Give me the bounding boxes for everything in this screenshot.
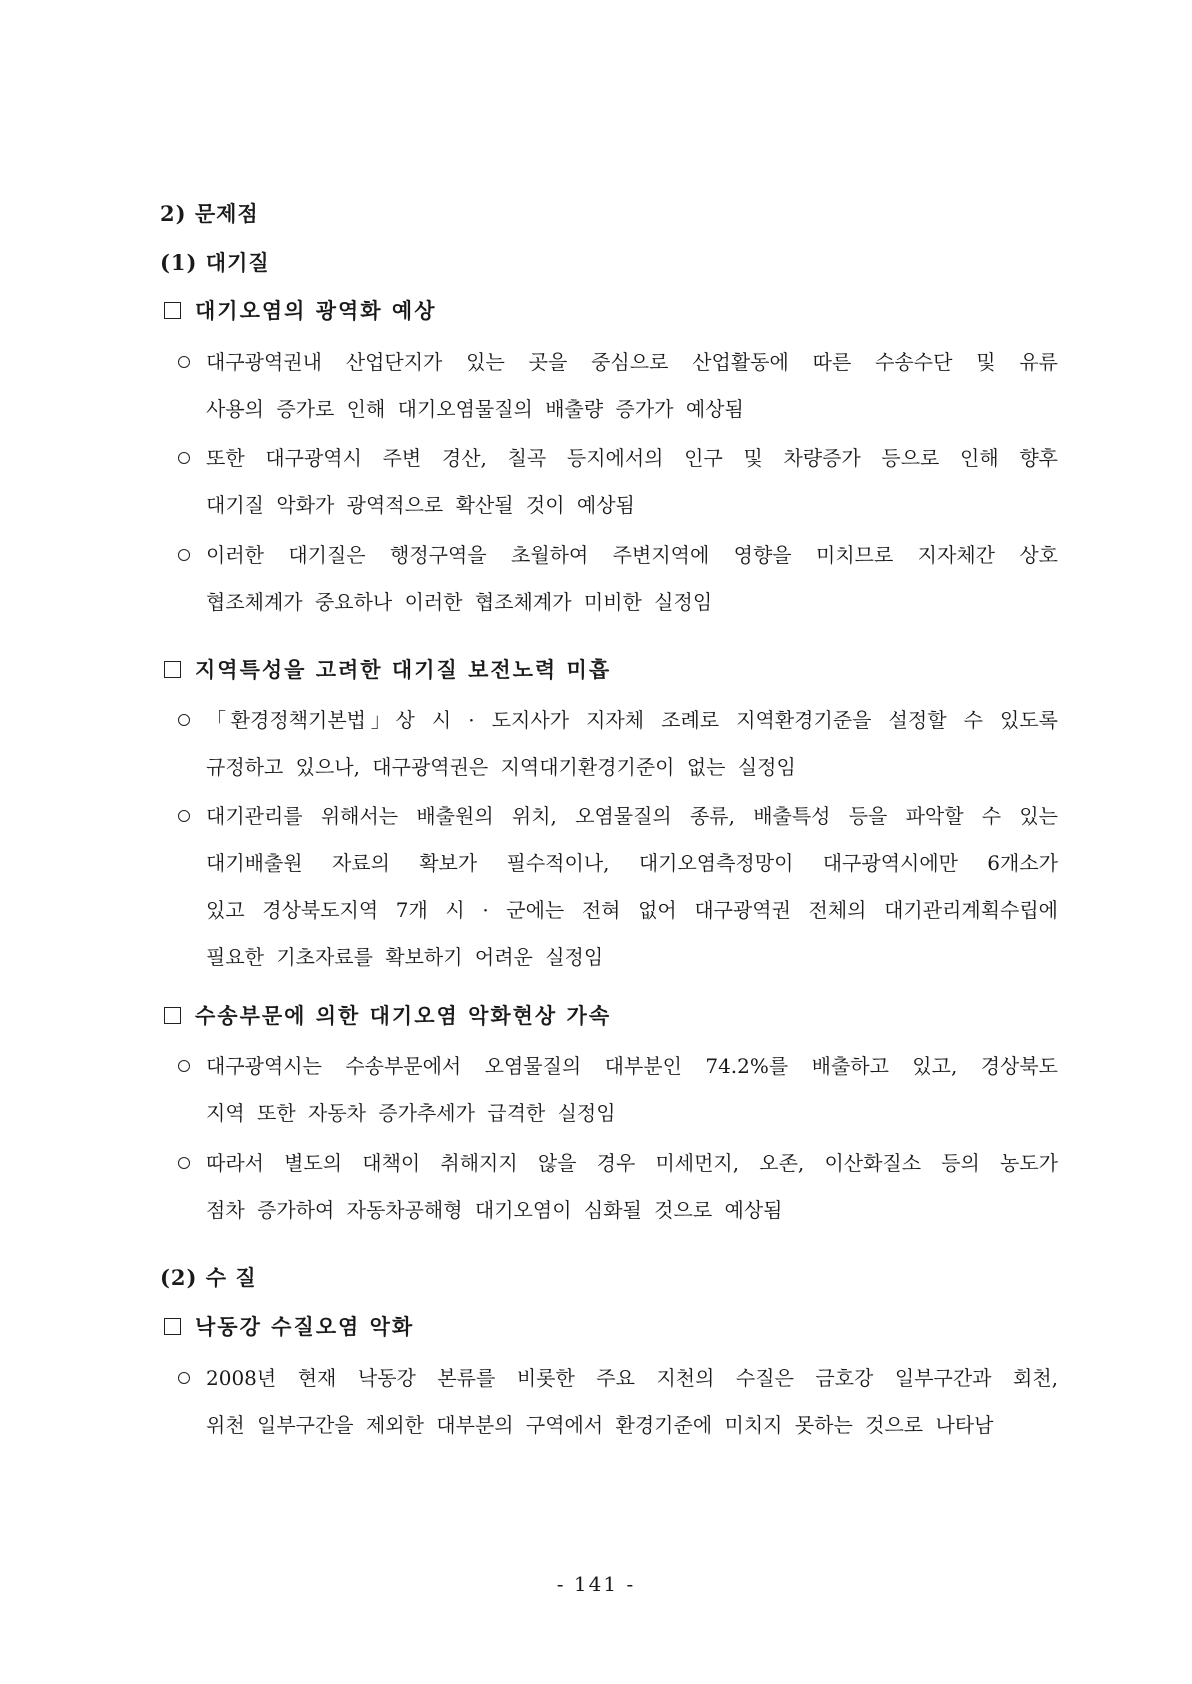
- bullet-line: 또한 대구광역시 주변 경산, 칠곡 등지에서의 인구 및 차량증가 등으로 인해 향후: [206, 446, 1058, 470]
- section-title-text: 대기오염의 광역화 예상: [195, 298, 437, 323]
- bullet-circle-icon: [178, 339, 198, 386]
- bullet-circle-icon: [178, 793, 198, 840]
- bullet-circle-icon: [178, 532, 198, 579]
- checkbox-square-icon: [164, 1007, 181, 1024]
- section-title-transport-air-pollution: [164, 1000, 611, 1030]
- bullet-circle-icon: [178, 697, 198, 744]
- checkbox-square-icon: [164, 661, 181, 678]
- bullet-line: 필요한 기초자료를 확보하기 어려운 실정임: [206, 945, 604, 969]
- bullet-line: 따라서 별도의 대책이 취해지지 않을 경우 미세먼지, 오존, 이산화질소 등의 농도가: [206, 1151, 1058, 1175]
- bullet-circle-icon: [178, 435, 198, 482]
- bullet-circle-icon: [178, 1355, 198, 1402]
- bullet-line: 「환경정책기본법」상 시 · 도지사가 지자체 조례로 지역환경기준을 설정할 수 있도록: [206, 708, 1058, 732]
- heading-air-quality: (1) 대기질: [160, 250, 270, 275]
- bullet-line: 대기배출원 자료의 확보가 필수적이나, 대기오염측정망이 대구광역시에만 6개소가: [206, 851, 1058, 875]
- bullet-line: 대기관리를 위해서는 배출원의 위치, 오염물질의 종류, 배출특성 등을 파악할 수 있는: [206, 804, 1058, 828]
- bullet-line: 대기질 악화가 광역적으로 확산될 것이 예상됨: [206, 493, 635, 517]
- bullet-line: 지역 또한 자동차 증가추세가 급격한 실정임: [206, 1101, 616, 1125]
- bullet-line: 규정하고 있으나, 대구광역권은 지역대기환경기준이 없는 실정임: [206, 755, 796, 779]
- section-title-nakdong-water-pollution: [164, 1311, 414, 1341]
- page-number: - 141 -: [556, 1572, 636, 1596]
- section-title-air-pollution-wide-area: [164, 295, 436, 325]
- bullet-line: 이러한 대기질은 행정구역을 초월하여 주변지역에 영향을 미치므로 지자체간 상호: [206, 543, 1058, 567]
- bullet-line: 있고 경상북도지역 7개 시 · 군에는 전혀 없어 대구광역권 전체의 대기관리계획수립에: [206, 898, 1058, 922]
- checkbox-square-icon: [164, 1318, 181, 1335]
- bullet-line: 대구광역시는 수송부문에서 오염물질의 대부분인 74.2%를 배출하고 있고, 경상북도: [206, 1054, 1058, 1078]
- heading-water-quality: (2) 수 질: [160, 1265, 257, 1290]
- bullet-line: 2008년 현재 낙동강 본류를 비롯한 주요 지천의 수질은 금호강 일부구간과 회천,: [206, 1366, 1058, 1390]
- heading-problems: 2) 문제점: [160, 201, 259, 226]
- bullet-circle-icon: [178, 1043, 198, 1090]
- checkbox-square-icon: [164, 302, 181, 319]
- bullet-line: 점차 증가하여 자동차공해형 대기오염이 심화될 것으로 예상됨: [206, 1198, 783, 1222]
- bullet-circle-icon: [178, 1140, 198, 1187]
- bullet-line: 위천 일부구간을 제외한 대부분의 구역에서 환경기준에 미치지 못하는 것으로 나타남: [206, 1413, 994, 1437]
- section-title-text: 낙동강 수질오염 악화: [195, 1314, 415, 1339]
- section-title-text: 지역특성을 고려한 대기질 보전노력 미흡: [195, 657, 612, 682]
- section-title-regional-air-conservation: [164, 654, 611, 684]
- bullet-line: 대구광역권내 산업단지가 있는 곳을 중심으로 산업활동에 따른 수송수단 및 유류: [206, 350, 1058, 374]
- bullet-line: 협조체계가 중요하나 이러한 협조체계가 미비한 실정임: [206, 590, 713, 614]
- bullet-line: 사용의 증가로 인해 대기오염물질의 배출량 증가가 예상됨: [206, 397, 744, 421]
- section-title-text: 수송부문에 의한 대기오염 악화현상 가속: [195, 1003, 612, 1028]
